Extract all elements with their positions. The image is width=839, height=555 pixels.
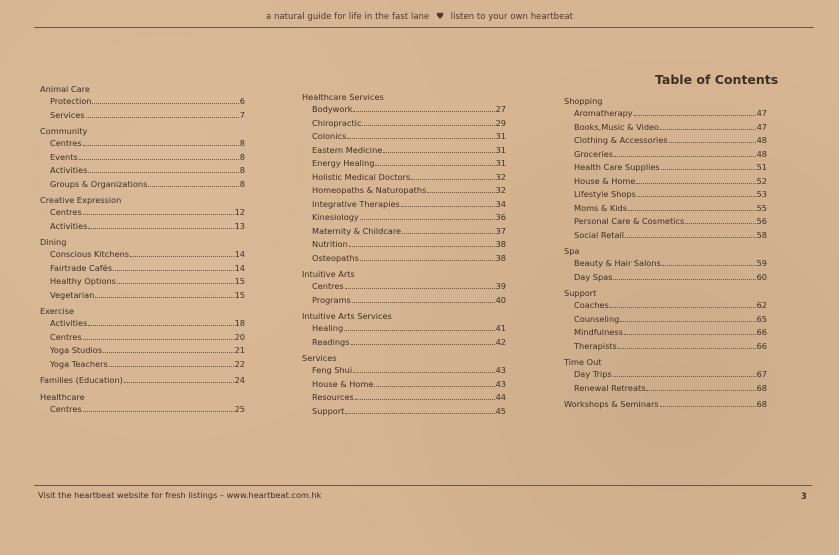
toc-entry-label: Chiropractic: [312, 117, 362, 128]
toc-entry-page: 6: [239, 96, 245, 106]
toc-entry-label: Mindfulness: [574, 327, 623, 337]
toc-entry-label: Colonics: [312, 131, 347, 141]
toc-entry-page: 38: [495, 252, 506, 263]
toc-entry-label: Therapists: [574, 340, 617, 351]
toc-entry-label: Health Care Supplies: [574, 162, 660, 172]
toc-entry-page: 62: [756, 300, 767, 310]
dot-leader: [124, 382, 234, 383]
toc-entry-page: 14: [234, 249, 245, 259]
toc-entry-page: 15: [234, 276, 245, 286]
toc-entry: [302, 322, 506, 336]
toc-entry-label: Personal Care & Cosmetics: [574, 216, 685, 226]
toc-entry: [564, 340, 767, 354]
toc-entry-label: Beauty & Hair Salons: [574, 258, 661, 268]
toc-title: Table of Contents: [655, 72, 779, 87]
toc-entry: [302, 238, 506, 252]
dot-leader: [349, 246, 495, 247]
toc-entry: [40, 164, 245, 178]
toc-entry-page: 65: [756, 313, 767, 324]
toc-entry-label: Workshops & Seminars: [564, 399, 659, 409]
toc-entry: [40, 374, 245, 388]
toc-entry-label: Bodywork: [312, 104, 353, 114]
toc-entry-label: Eastern Medicine: [312, 144, 383, 155]
toc-entry-label: Centres: [50, 207, 82, 217]
toc-entry: [302, 157, 506, 171]
toc-entry-page: 12: [234, 207, 245, 217]
toc-entry-page: 42: [495, 336, 506, 347]
toc-entry-label: House & Home: [312, 378, 374, 389]
toc-entry-page: 47: [756, 108, 767, 118]
toc-entry-page: 31: [495, 158, 506, 168]
toc-entry-page: 68: [756, 382, 767, 393]
toc-entry-page: 34: [495, 198, 506, 209]
toc-entry: [40, 262, 245, 276]
dot-leader: [628, 210, 756, 211]
dot-leader: [83, 411, 234, 412]
toc-entry: [40, 220, 245, 234]
toc-entry-page: 44: [495, 392, 506, 402]
toc-entry-page: 8: [239, 151, 245, 162]
toc-entry-label: Energy Healing: [312, 158, 375, 168]
dot-leader: [95, 297, 233, 298]
dot-leader: [103, 352, 233, 353]
toc-entry-label: Centres: [312, 281, 344, 291]
dot-leader: [353, 111, 494, 112]
toc-entry: [40, 109, 245, 123]
toc-entry: [302, 144, 506, 158]
toc-entry-label: Healthy Options: [50, 276, 116, 286]
toc-entry-page: 66: [756, 327, 767, 337]
toc-entry: [40, 403, 245, 417]
dot-leader: [88, 325, 233, 326]
toc-entry-page: 8: [239, 165, 245, 175]
toc-entry-label: Homeopaths & Naturopaths: [312, 185, 427, 195]
toc-entry-label: Readings: [312, 336, 350, 347]
toc-entry: [302, 130, 506, 144]
footer-text: Visit the heartbeat website for fresh listings – www.heartbeat.com.hk: [38, 490, 322, 500]
toc-entry-page: 43: [495, 378, 506, 389]
heart-icon: ♥: [435, 12, 445, 22]
toc-entry-label: Centres: [50, 403, 82, 414]
toc-entry: [40, 178, 245, 192]
dot-leader: [625, 237, 756, 238]
toc-entry: [40, 248, 245, 262]
toc-entry: [302, 225, 506, 239]
toc-entry-label: Nutrition: [312, 239, 348, 249]
toc-entry-label: Renewal Retreats: [574, 382, 646, 393]
dot-leader: [669, 142, 756, 143]
dot-leader: [618, 348, 756, 349]
toc-entry-label: Resources: [312, 392, 354, 402]
toc-entry-label: Osteopaths: [312, 252, 359, 263]
toc-entry: [40, 317, 245, 331]
toc-entry-page: 66: [756, 340, 767, 351]
toc-entry: [302, 198, 506, 212]
toc-category: Creative Expression: [40, 195, 122, 205]
toc-category: Spa: [564, 246, 580, 256]
dot-leader: [427, 192, 494, 193]
toc-entry-page: 25: [234, 403, 245, 414]
toc-entry-label: Yoga Studios: [50, 345, 103, 355]
dot-leader: [92, 103, 238, 104]
toc-entry-label: Activities: [50, 220, 88, 231]
toc-entry-page: 51: [756, 162, 767, 172]
dot-leader: [345, 288, 495, 289]
toc-entry-page: 41: [495, 323, 506, 333]
toc-entry-label: Groups & Organizations: [50, 178, 148, 189]
dot-leader: [347, 138, 494, 139]
toc-entry: [564, 215, 767, 229]
toc-entry: [40, 95, 245, 109]
dot-leader: [636, 183, 755, 184]
toc-entry-label: Holistic Medical Doctors: [312, 171, 411, 182]
toc-entry-label: Groceries: [574, 148, 614, 159]
toc-entry: [302, 378, 506, 392]
dot-leader: [610, 307, 756, 308]
toc-entry-page: 59: [756, 258, 767, 268]
dot-leader: [79, 159, 239, 160]
toc-entry-page: 48: [756, 135, 767, 145]
toc-category: Community: [40, 126, 88, 136]
dot-leader: [402, 233, 495, 234]
toc-entry: [564, 161, 767, 175]
header-rule: [34, 27, 814, 28]
toc-entry-label: Protection: [50, 96, 92, 106]
toc-entry-label: Vegetarian: [50, 289, 95, 300]
toc-category: Dining: [40, 237, 67, 247]
dot-leader: [614, 156, 756, 157]
toc-entry: [564, 175, 767, 189]
toc-column-3: [564, 92, 767, 412]
toc-entry: [564, 257, 767, 271]
toc-entry-label: Day Spas: [574, 271, 613, 282]
toc-entry-page: 68: [756, 399, 767, 409]
toc-entry-label: Yoga Teachers: [50, 358, 108, 369]
dot-leader: [646, 390, 755, 391]
toc-entry-label: Families (Education): [40, 375, 123, 385]
toc-entry-page: 27: [495, 104, 506, 114]
toc-entry: [564, 326, 767, 340]
toc-entry: [40, 331, 245, 345]
header-tagline: [0, 12, 839, 22]
toc-entry-page: 24: [234, 375, 245, 385]
toc-entry-label: Conscious Kitchens: [50, 249, 130, 259]
footer-rule: [34, 485, 812, 486]
toc-entry-page: 32: [495, 185, 506, 195]
dot-leader: [374, 386, 494, 387]
toc-entry-page: 21: [234, 345, 245, 355]
tagline-right: listen to your own heartbeat: [450, 12, 574, 22]
dot-leader: [634, 115, 756, 116]
toc-entry-label: Events: [50, 151, 78, 162]
dot-leader: [661, 169, 756, 170]
toc-entry-page: 8: [239, 138, 245, 148]
toc-entry-page: 55: [756, 202, 767, 213]
toc-entry: [302, 336, 506, 350]
toc-entry-label: Integrative Therapies: [312, 198, 400, 209]
toc-entry: [564, 121, 767, 135]
toc-entry-page: 45: [495, 405, 506, 416]
toc-entry-label: Lifestyle Shops: [574, 189, 636, 199]
toc-category: Intuitive Arts: [302, 269, 355, 279]
toc-entry: [302, 117, 506, 131]
dot-leader: [613, 279, 755, 280]
dot-leader: [113, 270, 234, 271]
toc-entry-page: 40: [495, 294, 506, 305]
toc-entry: [40, 275, 245, 289]
toc-entry: [564, 313, 767, 327]
toc-entry-page: 36: [495, 212, 506, 222]
toc-entry: [564, 299, 767, 313]
toc-entry: [564, 271, 767, 285]
dot-leader: [86, 117, 239, 118]
toc-entry-page: 8: [239, 178, 245, 189]
toc-entry: [564, 148, 767, 162]
toc-entry-page: 67: [756, 369, 767, 379]
toc-entry: [40, 289, 245, 303]
toc-category: Animal Care: [40, 84, 90, 94]
toc-entry-page: 60: [756, 271, 767, 282]
dot-leader: [88, 172, 238, 173]
toc-entry-label: Coaches: [574, 300, 609, 310]
dot-leader: [360, 260, 495, 261]
toc-entry-label: Activities: [50, 165, 88, 175]
dot-leader: [351, 344, 495, 345]
toc-entry: [564, 188, 767, 202]
toc-entry-page: 37: [495, 225, 506, 236]
toc-entry-page: 53: [756, 189, 767, 199]
toc-column-1: [40, 80, 245, 416]
dot-leader: [352, 302, 495, 303]
toc-entry-page: 31: [495, 131, 506, 141]
dot-leader: [360, 219, 495, 220]
toc-entry-page: 38: [495, 239, 506, 249]
toc-entry-page: 31: [495, 144, 506, 155]
toc-entry-label: Counseling: [574, 313, 620, 324]
toc-category: Shopping: [564, 96, 603, 106]
toc-entry: [564, 398, 767, 412]
toc-entry-page: 52: [756, 175, 767, 186]
toc-entry: [302, 405, 506, 419]
toc-entry-label: House & Home: [574, 175, 636, 186]
toc-column-2: [302, 88, 506, 418]
tagline-left: a natural guide for life in the fast lane: [265, 12, 430, 22]
toc-entry-page: 58: [756, 229, 767, 240]
dot-leader: [401, 206, 495, 207]
page-number: 3: [801, 491, 807, 501]
toc-entry-page: 14: [234, 262, 245, 273]
toc-entry-page: 39: [495, 281, 506, 291]
toc-category: Support: [564, 288, 597, 298]
toc-entry-label: Centres: [50, 138, 82, 148]
dot-leader: [130, 256, 234, 257]
toc-entry-label: Moms & Kids: [574, 202, 628, 213]
dot-leader: [83, 214, 234, 215]
dot-leader: [353, 372, 494, 373]
toc-entry-label: Aromatherapy: [574, 108, 633, 118]
toc-entry-label: Activities: [50, 318, 88, 328]
dot-leader: [83, 339, 234, 340]
toc-entry-label: Centres: [50, 331, 82, 342]
toc-entry-page: 48: [756, 148, 767, 159]
toc-entry-page: 18: [234, 318, 245, 328]
toc-entry-page: 7: [239, 109, 245, 120]
toc-entry: [564, 202, 767, 216]
toc-entry: [302, 364, 506, 378]
toc-entry: [302, 252, 506, 266]
dot-leader: [375, 165, 494, 166]
toc-entry-label: Maternity & Childcare: [312, 225, 402, 236]
toc-entry-page: 20: [234, 331, 245, 342]
dot-leader: [620, 321, 755, 322]
toc-entry: [302, 171, 506, 185]
toc-entry: [302, 184, 506, 198]
dot-leader: [685, 223, 755, 224]
toc-entry: [40, 137, 245, 151]
toc-entry: [564, 134, 767, 148]
toc-category: Healthcare Services: [302, 92, 384, 102]
dot-leader: [109, 366, 234, 367]
toc-entry-label: Healing: [312, 323, 344, 333]
toc-entry: [40, 358, 245, 372]
dot-leader: [660, 406, 756, 407]
toc-entry: [302, 211, 506, 225]
dot-leader: [624, 334, 756, 335]
dot-leader: [613, 376, 756, 377]
toc-entry: [40, 344, 245, 358]
dot-leader: [344, 330, 494, 331]
toc-entry-page: 22: [234, 358, 245, 369]
toc-entry-label: Feng Shui: [312, 365, 353, 375]
toc-entry-page: 47: [756, 121, 767, 132]
toc-entry-label: Fairtrade Cafés: [50, 262, 112, 273]
dot-leader: [148, 186, 238, 187]
dot-leader: [362, 125, 494, 126]
toc-category: Exercise: [40, 306, 75, 316]
toc-entry-label: Social Retail: [574, 229, 625, 240]
toc-entry-label: Kinesiology: [312, 212, 359, 222]
toc-entry-page: 15: [234, 289, 245, 300]
toc-entry: [302, 391, 506, 405]
toc-entry: [40, 206, 245, 220]
toc-category: Services: [302, 353, 337, 363]
toc-entry-label: Day Trips: [574, 369, 612, 379]
toc-entry-page: 56: [756, 216, 767, 226]
toc-entry-label: Programs: [312, 294, 351, 305]
dot-leader: [637, 196, 756, 197]
toc-entry: [302, 103, 506, 117]
toc-entry-page: 43: [495, 365, 506, 375]
dot-leader: [355, 399, 495, 400]
toc-entry: [302, 280, 506, 294]
toc-category: Intuitive Arts Services: [302, 311, 392, 321]
toc-entry-label: Support: [312, 405, 345, 416]
dot-leader: [383, 152, 494, 153]
dot-leader: [83, 145, 239, 146]
toc-category: Time Out: [564, 357, 602, 367]
toc-entry-page: 13: [234, 220, 245, 231]
toc-category: Healthcare: [40, 391, 85, 402]
toc-entry-page: 29: [495, 117, 506, 128]
toc-entry-label: Clothing & Accessories: [574, 135, 668, 145]
dot-leader: [117, 283, 234, 284]
toc-entry: [40, 151, 245, 165]
toc-entry-page: 32: [495, 171, 506, 182]
toc-entry-label: Books,Music & Video: [574, 121, 660, 132]
toc-entry-label: Services: [50, 109, 85, 120]
dot-leader: [345, 413, 494, 414]
dot-leader: [88, 228, 233, 229]
toc-entry: [564, 107, 767, 121]
toc-entry: [564, 382, 767, 396]
dot-leader: [662, 265, 756, 266]
toc-entry: [302, 294, 506, 308]
dot-leader: [660, 129, 756, 130]
toc-entry: [564, 229, 767, 243]
dot-leader: [411, 179, 494, 180]
toc-entry: [564, 368, 767, 382]
